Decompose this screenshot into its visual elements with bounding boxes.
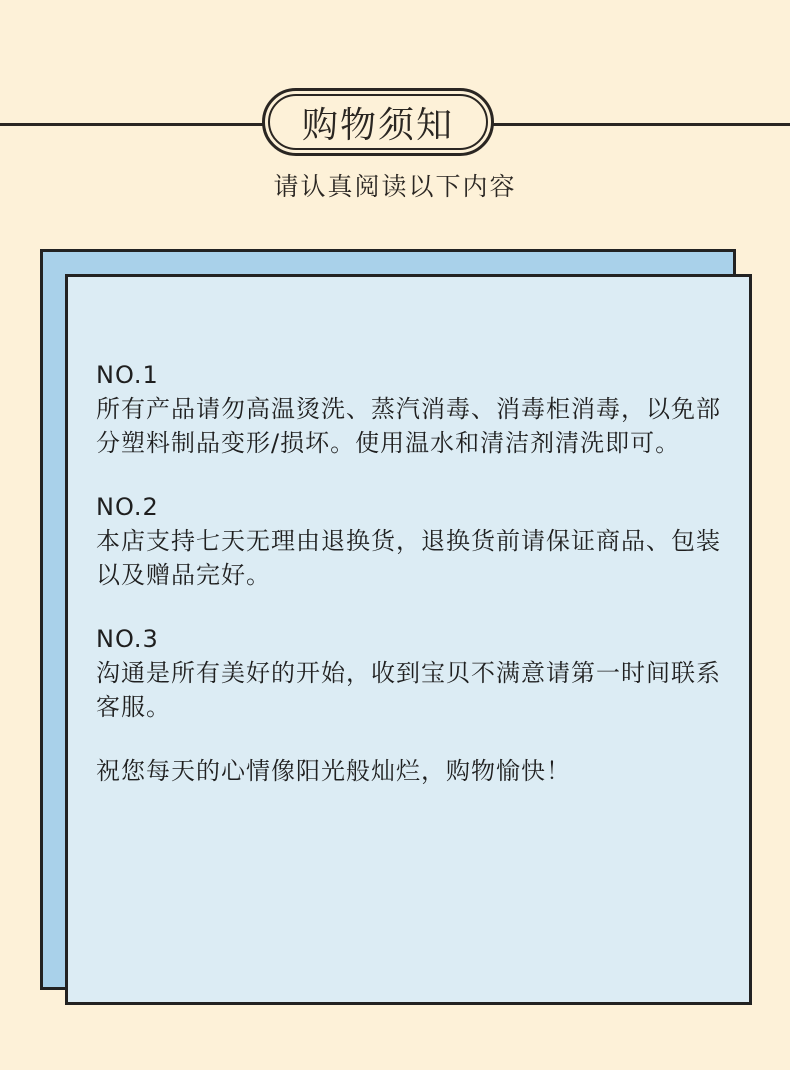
closing-message: 祝您每天的心情像阳光般灿烂，购物愉快！ <box>96 757 571 785</box>
title-badge <box>262 88 494 156</box>
notice-number: NO.2 <box>96 493 159 521</box>
notice-content <box>96 358 736 788</box>
page-subtitle: 请认真阅读以下内容 <box>273 172 517 201</box>
page-title: 购物须知 <box>301 104 454 146</box>
notice-item-3 <box>96 622 736 724</box>
notice-text: 本店支持七天无理由退换货，退换货前请保证商品、包装以及赠品完好。 <box>96 527 721 589</box>
notice-number: NO.1 <box>96 361 159 389</box>
notice-number: NO.3 <box>96 625 159 653</box>
notice-text: 沟通是所有美好的开始，收到宝贝不满意请第一时间联系客服。 <box>96 659 721 721</box>
notice-item-1 <box>96 358 736 460</box>
notice-text: 所有产品请勿高温烫洗、蒸汽消毒、消毒柜消毒，以免部分塑料制品变形/损坏。使用温水和清洁剂清洗即可。 <box>96 395 721 457</box>
notice-item-2 <box>96 490 736 592</box>
